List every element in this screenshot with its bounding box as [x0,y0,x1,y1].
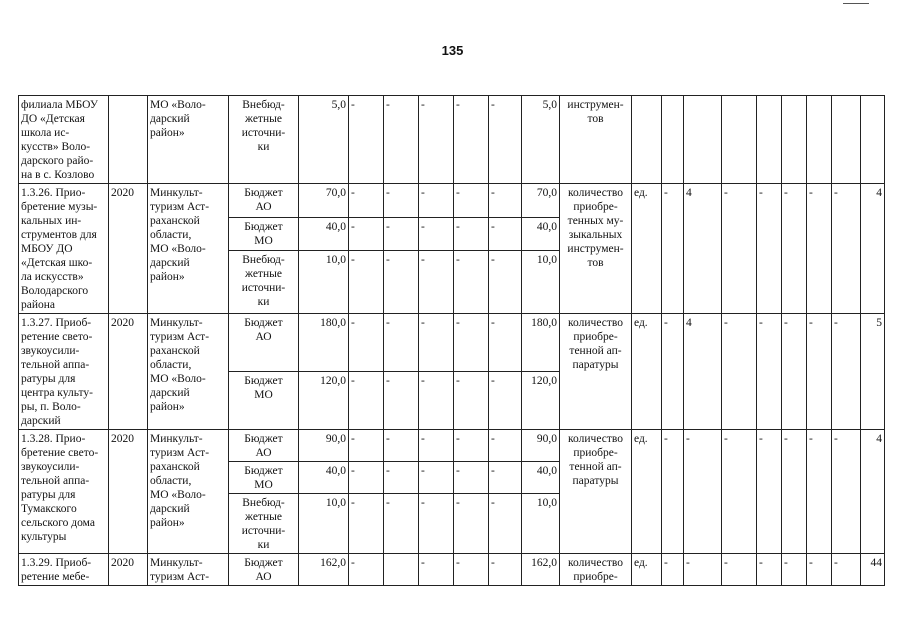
amount-cell-y6: 10,0 [522,251,560,314]
funding-source-cell: Бюджет АО [229,554,299,586]
unit-cell [632,96,662,184]
indicator-value-cell [757,96,782,184]
amount-cell-y2: - [384,430,419,462]
indicator-value-cell: - [807,184,832,314]
amount-cell-y2: - [384,96,419,184]
amount-cell-y3: - [419,251,454,314]
amount-cell-y2: - [384,494,419,554]
amount-cell-y5: - [489,217,522,251]
indicator-cell: количество приобре- тенных му- зыкальных инструмен- тов [560,184,632,314]
executor-cell: МО «Воло- дарский район» [148,96,229,184]
executor-cell: Минкульт- туризм Аст- раханской области, МО «Воло- дарский район» [148,430,229,554]
funding-source-cell: Бюджет АО [229,314,299,372]
amount-cell-y6: 70,0 [522,184,560,218]
unit-cell: ед. [632,314,662,430]
indicator-cell: количество приобре- [560,554,632,586]
year-cell: 2020 [109,184,148,314]
indicator-value-cell: - [832,184,861,314]
funding-source-cell: Бюджет МО [229,372,299,430]
page-number: 135 [441,43,464,58]
indicator-value-cell: - [807,554,832,586]
indicator-value-cell: - [684,430,722,554]
indicator-value-cell: - [832,430,861,554]
amount-cell-y3: - [419,430,454,462]
indicator-value-cell: - [722,184,757,314]
indicator-value-cell: - [722,554,757,586]
amount-cell-y4: - [454,462,489,494]
amount-cell-y5: - [489,96,522,184]
indicator-value-cell: - [807,314,832,430]
executor-cell: Минкульт- туризм Аст- [148,554,229,586]
amount-cell-y5: - [489,372,522,430]
amount-cell-y2: - [384,462,419,494]
amount-cell-y6: 40,0 [522,462,560,494]
amount-cell-y4: - [454,251,489,314]
amount-cell-y3: - [419,314,454,372]
amount-cell-y4: - [454,314,489,372]
amount-cell-y2: - [384,372,419,430]
year-cell: 2020 [109,554,148,586]
amount-cell-y2: - [384,184,419,218]
amount-cell-y5: - [489,462,522,494]
amount-cell-y4: - [454,96,489,184]
funding-source-cell: Внебюд- жетные источни- ки [229,251,299,314]
amount-cell-y1: - [349,462,384,494]
amount-cell-y6: 10,0 [522,494,560,554]
event-name-cell: 1.3.26. Прио- бретение музы- кальных ин- струментов для МБОУ ДО «Детская шко- ла искусств» Володарского района [19,184,109,314]
indicator-value-cell: - [662,554,684,586]
amount-cell-y3: - [419,96,454,184]
table-row [19,430,885,462]
amount-cell-y1: - [349,372,384,430]
table-row [19,554,885,586]
amount-cell-y3: - [419,217,454,251]
amount-cell-y1: - [349,554,384,586]
indicator-value-cell: - [832,554,861,586]
indicator-value-cell: - [757,314,782,430]
indicator-value-cell: - [757,430,782,554]
amount-cell-y6: 162,0 [522,554,560,586]
executor-cell: Минкульт- туризм Аст- раханской области, МО «Воло- дарский район» [148,184,229,314]
amount-cell-y6: 5,0 [522,96,560,184]
amount-cell-y4: - [454,494,489,554]
program-table [18,95,885,586]
amount-cell-y1: - [349,184,384,218]
amount-cell-total: 120,0 [299,372,349,430]
amount-cell-y3: - [419,494,454,554]
indicator-value-cell: 4 [861,430,885,554]
indicator-value-cell: - [782,314,807,430]
indicator-value-cell: - [832,314,861,430]
table-row [19,314,885,372]
amount-cell-y4: - [454,217,489,251]
indicator-value-cell: - [757,554,782,586]
amount-cell-y4: - [454,372,489,430]
unit-cell: ед. [632,430,662,554]
indicator-cell: количество приобре- тенной ап- паратуры [560,314,632,430]
amount-cell-y1: - [349,217,384,251]
indicator-value-cell: - [722,430,757,554]
amount-cell-total: 10,0 [299,251,349,314]
indicator-value-cell [684,96,722,184]
amount-cell-y5: - [489,494,522,554]
event-name-cell: 1.3.28. Прио- бретение свето- звукоусили- тельной аппа- ратуры для Тумакского сельского дома культуры [19,430,109,554]
amount-cell-y4: - [454,430,489,462]
indicator-value-cell: - [757,184,782,314]
amount-cell-total: 180,0 [299,314,349,372]
indicator-cell: количество приобре- тенной ап- паратуры [560,430,632,554]
indicator-value-cell: - [662,430,684,554]
amount-cell-y1: - [349,314,384,372]
amount-cell-y3: - [419,372,454,430]
unit-cell: ед. [632,554,662,586]
amount-cell-y2 [384,554,419,586]
corner-mark [843,3,869,4]
amount-cell-total: 5,0 [299,96,349,184]
indicator-value-cell: 44 [861,554,885,586]
unit-cell: ед. [632,184,662,314]
amount-cell-y2: - [384,217,419,251]
indicator-value-cell: - [782,554,807,586]
event-name-cell: филиала МБОУ ДО «Детская школа ис- кусств» Воло- дарского райо- на в с. Козлово [19,96,109,184]
indicator-value-cell [782,96,807,184]
indicator-value-cell: 5 [861,314,885,430]
amount-cell-total: 90,0 [299,430,349,462]
funding-source-cell: Внебюд- жетные источни- ки [229,96,299,184]
amount-cell-y4: - [454,554,489,586]
indicator-value-cell [861,96,885,184]
amount-cell-y1: - [349,251,384,314]
indicator-cell: инструмен- тов [560,96,632,184]
amount-cell-total: 70,0 [299,184,349,218]
indicator-value-cell: - [662,314,684,430]
amount-cell-y6: 180,0 [522,314,560,372]
amount-cell-y3: - [419,462,454,494]
year-cell [109,96,148,184]
amount-cell-y2: - [384,251,419,314]
event-name-cell: 1.3.29. Приоб- ретение мебе- [19,554,109,586]
amount-cell-y1: - [349,96,384,184]
amount-cell-y6: 40,0 [522,217,560,251]
year-cell: 2020 [109,430,148,554]
indicator-value-cell [722,96,757,184]
amount-cell-total: 10,0 [299,494,349,554]
amount-cell-y1: - [349,494,384,554]
amount-cell-total: 40,0 [299,217,349,251]
executor-cell: Минкульт- туризм Аст- раханской области, МО «Воло- дарский район» [148,314,229,430]
indicator-value-cell: 4 [861,184,885,314]
indicator-value-cell: - [807,430,832,554]
amount-cell-y1: - [349,430,384,462]
funding-source-cell: Бюджет АО [229,430,299,462]
event-name-cell: 1.3.27. Приоб- ретение свето- звукоусили- тельной аппа- ратуры для центра культу- ры, п. Воло- дарский [19,314,109,430]
indicator-value-cell: - [782,184,807,314]
funding-source-cell: Бюджет АО [229,184,299,218]
indicator-value-cell: 4 [684,184,722,314]
indicator-value-cell: 4 [684,314,722,430]
amount-cell-y4: - [454,184,489,218]
amount-cell-y2: - [384,314,419,372]
amount-cell-y5: - [489,430,522,462]
amount-cell-y6: 90,0 [522,430,560,462]
table-row [19,96,885,184]
indicator-value-cell [832,96,861,184]
indicator-value-cell: - [684,554,722,586]
indicator-value-cell [662,96,684,184]
indicator-value-cell: - [722,314,757,430]
amount-cell-y5: - [489,251,522,314]
indicator-value-cell [807,96,832,184]
amount-cell-y3: - [419,184,454,218]
funding-source-cell: Бюджет МО [229,462,299,494]
amount-cell-y6: 120,0 [522,372,560,430]
amount-cell-total: 40,0 [299,462,349,494]
amount-cell-y5: - [489,184,522,218]
amount-cell-y5: - [489,314,522,372]
funding-source-cell: Внебюд- жетные источни- ки [229,494,299,554]
indicator-value-cell: - [782,430,807,554]
funding-source-cell: Бюджет МО [229,217,299,251]
table-row [19,184,885,218]
indicator-value-cell: - [662,184,684,314]
amount-cell-y5: - [489,554,522,586]
amount-cell-total: 162,0 [299,554,349,586]
amount-cell-y3: - [419,554,454,586]
year-cell: 2020 [109,314,148,430]
